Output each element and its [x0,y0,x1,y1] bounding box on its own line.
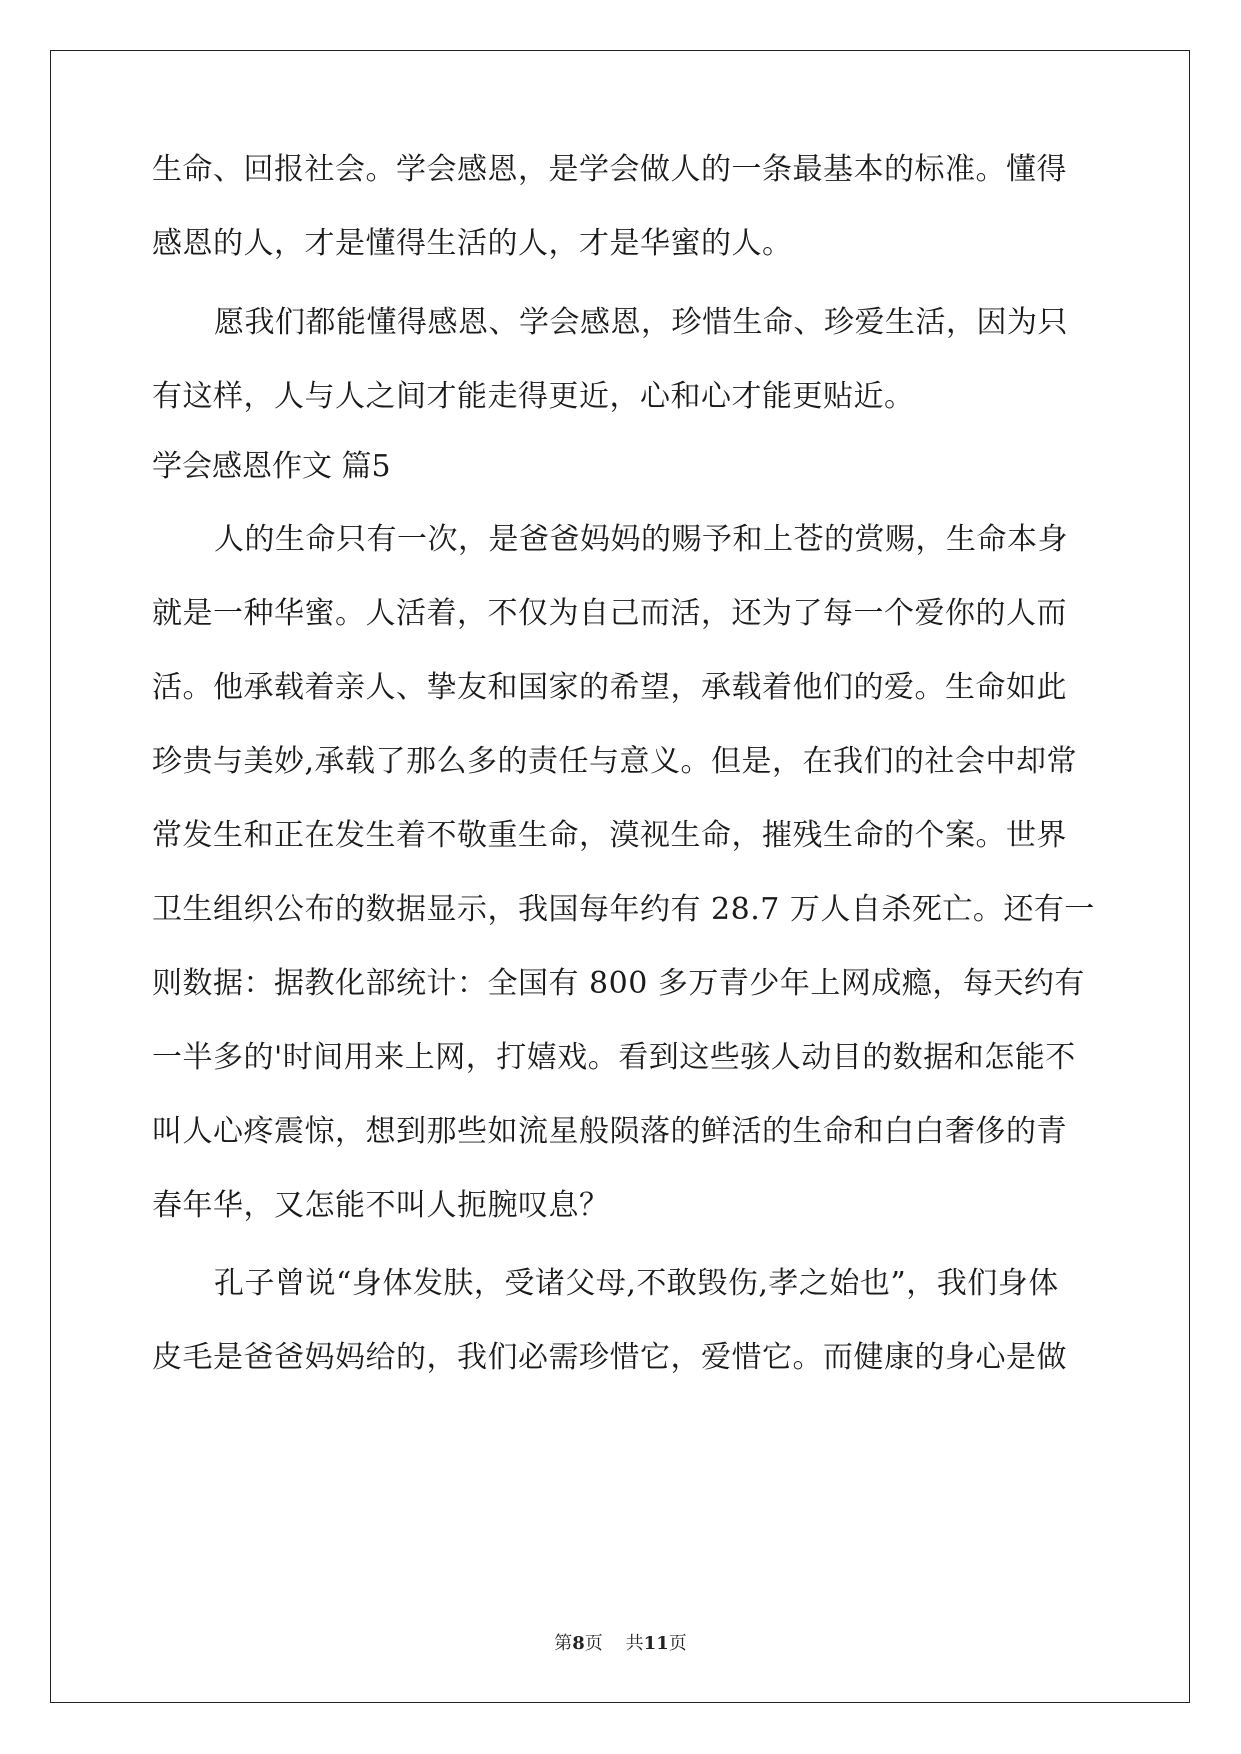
body-text-line: 珍贵与美妙,承载了那么多的责任与意义。但是，在我们的社会中却常 [152,744,1078,779]
footer-suffix: 页 [668,1633,687,1654]
footer-middle: 页 共 [584,1633,644,1654]
body-text-line: 皮毛是爸爸妈妈给的，我们必需珍惜它，爱惜它。而健康的身心是做 [152,1340,1067,1375]
body-text-line: 常发生和正在发生着不敬重生命，漠视生命，摧残生命的个案。世界 [152,818,1067,853]
body-text-line: 春年华，又怎能不叫人扼腕叹息？ [152,1188,610,1223]
section-heading: 学会感恩作文 篇5 [152,449,391,484]
page-number-footer [0,1633,1241,1655]
current-page-number: 8 [572,1633,585,1654]
body-text-line: 孔子曾说“身体发肤，受诸父母,不敢毁伤,孝之始也”，我们身体 [214,1266,1059,1301]
body-text-line: 卫生组织公布的数据显示，我国每年约有 28.7 万人自杀死亡。还有一 [152,892,1095,927]
body-text-line: 感恩的人，才是懂得生活的人，才是华蜜的人。 [152,226,793,261]
footer-prefix: 第 [554,1633,573,1654]
body-text-line: 有这样，人与人之间才能走得更近，心和心才能更贴近。 [152,379,915,414]
body-text-line: 活。他承载着亲人、挚友和国家的希望，承载着他们的爱。生命如此 [152,670,1067,705]
body-text-line: 则数据：据教化部统计：全国有 800 多万青少年上网成瘾，每天约有 [152,966,1085,1001]
body-text-line: 就是一种华蜜。人活着，不仅为自己而活，还为了每一个爱你的人而 [152,596,1067,631]
body-text-line: 人的生命只有一次，是爸爸妈妈的赐予和上苍的赏赐，生命本身 [214,522,1068,557]
page-border [50,50,1190,1703]
body-text-line: 一半多的'时间用来上网，打嬉戏。看到这些骇人动目的数据和怎能不 [152,1040,1076,1075]
body-text-line: 愿我们都能懂得感恩、学会感恩，珍惜生命、珍爱生活，因为只 [214,305,1068,340]
body-text-line: 叫人心疼震惊，想到那些如流星般陨落的鲜活的生命和白白奢侈的青 [152,1114,1067,1149]
total-page-number: 11 [643,1633,669,1654]
body-text-line: 生命、回报社会。学会感恩，是学会做人的一条最基本的标准。懂得 [152,152,1067,187]
